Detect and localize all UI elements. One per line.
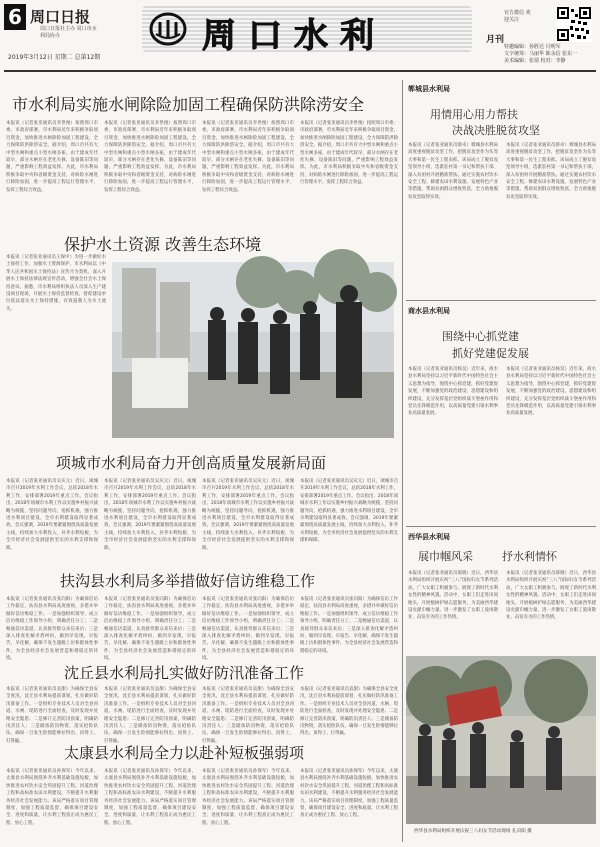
xihua-head-1: 展巾帼风采	[418, 550, 473, 563]
article-column: 本报讯（记者张亚通讯员李世俊）按照周口市委、市政府部署，市水利局近年来积极争取项目资金，加快推进水闸除险加固工程建设，全力保障防洪除涝安全。据介绍，周口市共有大中型水闸和重点小型水闸多座，由于建成年代较早，部分水闸存在老化失修、设备陈旧等问题，严重影响工程效益发挥。为此，市水利局积极争取中央和省级资金支持，对病险水闸进行除险加固，进一步提高工程运行管理水平，发挥工程综合效益。	[300, 121, 398, 186]
article-column: 本报讯（记者张亚通讯员蔡卓）郸城县水利局高度重视脱贫攻坚工作，把脱贫攻坚作为头等大事和第一民生工程来抓。该局成立了脱贫攻坚领导小组，选派驻村第一书记和帮扶干部，深入贫困村开展精准帮扶。通过实施农村饮水安全工程、修建农田水利设施、发展特色产业等措施，帮助贫困群众增收致富，全力助推脱贫攻坚取得实效。	[408, 143, 498, 200]
article-column: 本报讯（记者张亚通讯员李世俊）按照周口市委、市政府部署，市水利局近年来积极争取项目资金，加快推进水闸除险加固工程建设，全力保障防洪除涝安全。据介绍，周口市共有大中型水闸和重点小型水闸多座，由于建成年代较早，部分水闸存在老化失修、设备陈旧等问题，严重影响工程效益发挥。为此，市水利局积极争取中央和省级资金支持，对病险水闸进行除险加固，进一步提高工程运行管理水平，发挥工程综合效益。	[104, 121, 196, 193]
xihua-label: 西华县水利局	[408, 533, 450, 541]
article-column: 本报讯（记者张亚通讯员杨昊）近年来，商水县水利局坚持以习近平新时代中国特色社会主义思想为指导，围绕中心抓党建，抓好党建促发展，不断加强党的政治建设、思想建设和组织建设，充分发挥基层党组织战斗堡垒作用和党员先锋模范作用，以高质量党建引领水利事业高质量发展。	[506, 367, 596, 417]
article-column: 本报讯（记者张亚通讯员张向阳）为确保信访工作稳定，扶沟县水利局高度重视，多措并举做好信访维稳工作。一是加强组织领导，成立信访维稳工作领导小组，明确责任分工；二是畅通信访渠道，认真接待群众来信来访；三是深入排查化解矛盾纠纷，做到早发现、早报告、早化解，确保不发生越级上访和群体性事件，为全县经济社会发展营造和谐稳定的环境。	[300, 597, 398, 654]
article-column: 本报讯（记者张亚通讯员袁甜）为确保全县安全度汛，沈丘县水利局提前谋划，扎实做好防汛准备工作。一是组织专业技术人员对全县河道、水闸、堤防进行全面检查，及时发现并处理安全隐患；二是修订完善防汛预案，明确防汛责任人；三是储备防汛物资，落实抢险队伍，确保一旦发生险情能够拉得出、顶得上、打得赢。	[300, 687, 398, 737]
masthead	[4, 4, 596, 68]
main-article	[6, 120, 398, 226]
photo-caption: 西华县水利局组织开展庆祝三八妇女节活动现场 孔向阳 摄	[414, 829, 532, 834]
editor-line: 特邀编辑：孙胜达 闫明军	[504, 44, 561, 50]
main-headline: 市水利局实施水闸除险加固工程确保防洪除涝安全	[12, 95, 365, 114]
qr-code-icon	[556, 6, 592, 42]
xiangcheng-article	[6, 478, 398, 558]
article-column: 本报讯（记者张亚通讯员张向阳）为确保信访工作稳定，扶沟县水利局高度重视，多措并举做好信访维稳工作。一是加强组织领导，成立信访维稳工作领导小组，明确责任分工；二是畅通信访渠道，认真接待群众来信来访；三是深入排查化解矛盾纠纷，做到早发现、早报告、早化解，确保不发生越级上访和群体性事件，为全县经济社会发展营造和谐稳定的环境。	[104, 597, 196, 662]
publish-date: 2019年3月12日 星期二	[8, 54, 73, 61]
article-column: 本报讯（记者张亚通讯员孙保军）今年以来，太康县水利局围绕补齐水利基础设施短板，加快推进农村饮水安全巩固提升工程、河道治理工程和高标准农田水利建设，不断提升水利服务经济社会发展能力。该局严格落实项目管理制度，加强工程质量监督，确保项目建设安全、进度和质量，让水利工程真正成为惠民工程、放心工程。	[6, 769, 98, 826]
shangshui-head-1: 围绕中心抓党建	[442, 330, 519, 343]
shangshui-article	[408, 366, 596, 520]
article-column: 本报讯（记者张亚通讯员吴庆元）近日，项城市召开2019年水利工作会议，总结2018年水利工作，安排部署2019年重点工作。会议指出，2018年项城市水利工作以实施乡村振兴战略为统揽，坚持问题导向，抢抓机遇，强力推进水利项目建设，全市水利建设取得显著成效。会议强调，2019年要紧紧围绕高质量发展主线，持续加大水利投入，补齐水利短板，为全市经济社会发展提供坚实的水利支撑和保障。	[300, 479, 398, 544]
taikang-article	[6, 768, 398, 842]
article-column: 本报讯（记者张亚通讯员孙保军）今年以来，太康县水利局围绕补齐水利基础设施短板，加快推进农村饮水安全巩固提升工程、河道治理工程和高标准农田水利建设，不断提升水利服务经济社会发展能力。该局严格落实项目管理制度，加强工程质量监督，确保项目建设安全、进度和质量，让水利工程真正成为惠民工程、放心工程。	[300, 769, 398, 819]
article-column: 本报讯（记者张亚通讯员蔡卓）郸城县水利局高度重视脱贫攻坚工作，把脱贫攻坚作为头等大事和第一民生工程来抓。该局成立了脱贫攻坚领导小组，选派驻村第一书记和帮扶干部，深入贫困村开展精准帮扶。通过实施农村饮水安全工程、修建农田水利设施、发展特色产业等措施，帮助贫困群众增收致富，全力助推脱贫攻坚取得实效。	[506, 143, 596, 200]
article-column: 本报讯（记者张亚通讯员吴庆元）近日，项城市召开2019年水利工作会议，总结2018年水利工作，安排部署2019年重点工作。会议指出，2018年项城市水利工作以实施乡村振兴战略为统揽，坚持问题导向，抢抓机遇，强力推进水利项目建设，全市水利建设取得显著成效。会议强调，2019年要紧紧围绕高质量发展主线，持续加大水利投入，补齐水利短板，为全市经济社会发展提供坚实的水利支撑和保障。	[104, 479, 196, 551]
editor-line: 美术编辑：张倩 校对：李静	[504, 58, 566, 64]
paper-name: 周口日报	[30, 8, 91, 26]
dateline	[8, 52, 100, 61]
article-column: 本报讯（记者张亚通讯员王保中）为进一步做好水土保持工作，加强水土资源保护，市水利局以《中华人民共和国水土保持法》宣传月为契机，深入开展水土保持法律法规宣传活动，增强全社会水土保持意识。据悉，市水利局组织执法人员深入生产建设项目现场，开展水土保持监督检查，督促建设单位依法落实水土保持措施，有效遏制人为水土流失。	[6, 255, 106, 312]
dancheng-head-1: 用情用心用力帮扶	[430, 108, 518, 121]
shangshui-label: 商水县水利局	[408, 307, 450, 315]
env-article	[6, 254, 106, 436]
xihua-article	[408, 570, 596, 650]
article-column: 本报讯（记者张亚通讯员孙保军）今年以来，太康县水利局围绕补齐水利基础设施短板，加快推进农村饮水安全巩固提升工程、河道治理工程和高标准农田水利建设，不断提升水利服务经济社会发展能力。该局严格落实项目管理制度，加强工程质量监督，确保项目建设安全、进度和质量，让水利工程真正成为惠民工程、放心工程。	[202, 769, 294, 826]
dancheng-head-2: 决战决胜脱贫攻坚	[452, 124, 540, 137]
shangshui-head-2: 抓好党建促发展	[452, 347, 529, 360]
issue-number: 总第12期	[74, 54, 101, 61]
article-column: 本报讯（记者张亚通讯员李世俊）按照周口市委、市政府部署，市水利局近年来积极争取项目资金，加快推进水闸除险加固工程建设，全力保障防洪除涝安全。据介绍，周口市共有大中型水闸和重点小型水闸多座，由于建成年代较早，部分水闸存在老化失修、设备陈旧等问题，严重影响工程效益发挥。为此，市水利局积极争取中央和省级资金支持，对病险水闸进行除险加固，进一步提高工程运行管理水平，发挥工程综合效益。	[202, 121, 294, 193]
editor-credits	[504, 44, 596, 65]
article-column: 本报讯（记者张亚通讯员郝晓）近日，西华县水利局组织开展庆祝“三八”国际妇女节系列活动，广大女职工积极参与，展现了新时代水利女性的精神风貌。活动中，女职工们走进田间地头，开展植树护绿志愿服务，为美丽西华建设贡献巾帼力量，进一步激发了女职工爱岗敬业、奋发有为的工作热情。	[408, 571, 498, 621]
qr-label: 官方微信 欢迎关注	[504, 10, 531, 23]
taikang-headline: 太康县水利局全力以赴补短板强弱项	[64, 744, 305, 762]
env-headline: 保护水土资源 改善生态环境	[64, 235, 262, 254]
article-column: 本报讯（记者张亚通讯员张向阳）为确保信访工作稳定，扶沟县水利局高度重视，多措并举做好信访维稳工作。一是加强组织领导，成立信访维稳工作领导小组，明确责任分工；二是畅通信访渠道，认真接待群众来信来访；三是深入排查化解矛盾纠纷，做到早发现、早报告、早化解，确保不发生越级上访和群体性事件，为全县经济社会发展营造和谐稳定的环境。	[202, 597, 294, 662]
article-column: 本报讯（记者张亚通讯员郝晓）近日，西华县水利局组织开展庆祝“三八”国际妇女节系列活动，广大女职工积极参与，展现了新时代水利女性的精神风貌。活动中，女职工们走进田间地头，开展植树护绿志愿服务，为美丽西华建设贡献巾帼力量，进一步激发了女职工爱岗敬业、奋发有为的工作热情。	[506, 571, 596, 621]
section-divider	[406, 300, 596, 301]
article-column: 本报讯（记者张亚通讯员袁甜）为确保全县安全度汛，沈丘县水利局提前谋划，扎实做好防汛准备工作。一是组织专业技术人员对全县河道、水闸、堤防进行全面检查，及时发现并处理安全隐患；二是修订完善防汛预案，明确防汛责任人；三是储备防汛物资，落实抢险队伍，确保一旦发生险情能够拉得出、顶得上、打得赢。	[202, 687, 294, 744]
banner-title: 周口水利	[202, 16, 386, 56]
event-photo	[406, 656, 596, 824]
title-banner	[142, 6, 472, 56]
article-column: 本报讯（记者张亚通讯员吴庆元）近日，项城市召开2019年水利工作会议，总结2018年水利工作，安排部署2019年重点工作。会议指出，2018年项城市水利工作以实施乡村振兴战略为统揽，坚持问题导向，抢抓机遇，强力推进水利项目建设，全市水利建设取得显著成效。会议强调，2019年要紧紧围绕高质量发展主线，持续加大水利投入，补齐水利短板，为全市经济社会发展提供坚实的水利支撑和保障。	[202, 479, 294, 551]
dancheng-article	[408, 142, 596, 292]
article-column: 本报讯（记者张亚通讯员孙保军）今年以来，太康县水利局围绕补齐水利基础设施短板，加快推进农村饮水安全巩固提升工程、河道治理工程和高标准农田水利建设，不断提升水利服务经济社会发展能力。该局严格落实项目管理制度，加强工程质量监督，确保项目建设安全、进度和质量，让水利工程真正成为惠民工程、放心工程。	[104, 769, 196, 826]
article-column: 本报讯（记者张亚通讯员张向阳）为确保信访工作稳定，扶沟县水利局高度重视，多措并举做好信访维稳工作。一是加强组织领导，成立信访维稳工作领导小组，明确责任分工；二是畅通信访渠道，认真接待群众来信来访；三是深入排查化解矛盾纠纷，做到早发现、早报告、早化解，确保不发生越级上访和群体性事件，为全县经济社会发展营造和谐稳定的环境。	[6, 597, 98, 662]
inspection-photo	[112, 262, 394, 438]
column-divider	[402, 80, 403, 842]
section-divider	[406, 526, 596, 527]
page-number: 6	[4, 4, 26, 30]
xiangcheng-headline: 项城市水利局奋力开创高质量发展新局面	[56, 454, 327, 472]
masthead-rule	[4, 70, 596, 72]
article-column: 本报讯（记者张亚通讯员袁甜）为确保全县安全度汛，沈丘县水利局提前谋划，扎实做好防汛准备工作。一是组织专业技术人员对全县河道、水闸、堤防进行全面检查，及时发现并处理安全隐患；二是修订完善防汛预案，明确防汛责任人；三是储备防汛物资，落实抢险队伍，确保一旦发生险情能够拉得出、顶得上、打得赢。	[6, 687, 98, 744]
monthly-label: 月刊	[486, 35, 505, 45]
article-column: 本报讯（记者张亚通讯员吴庆元）近日，项城市召开2019年水利工作会议，总结2018年水利工作，安排部署2019年重点工作。会议指出，2018年项城市水利工作以实施乡村振兴战略为统揽，坚持问题导向，抢抓机遇，强力推进水利项目建设，全市水利建设取得显著成效。会议强调，2019年要紧紧围绕高质量发展主线，持续加大水利投入，补齐水利短板，为全市经济社会发展提供坚实的水利支撑和保障。	[6, 479, 98, 551]
shenqiu-article	[6, 686, 398, 744]
dancheng-label: 郸城县水利局	[408, 85, 450, 93]
fugou-article	[6, 596, 398, 662]
xihua-head-2: 抒水利情怀	[502, 550, 557, 563]
fugou-headline: 扶沟县水利局多举措做好信访维稳工作	[60, 572, 316, 590]
shenqiu-headline: 沈丘县水利局扎实做好防汛准备工作	[64, 664, 305, 682]
sponsor-text: 周口日报社主办 周口市水利局协办	[40, 26, 97, 39]
article-column: 本报讯（记者张亚通讯员袁甜）为确保全县安全度汛，沈丘县水利局提前谋划，扎实做好防汛准备工作。一是组织专业技术人员对全县河道、水闸、堤防进行全面检查，及时发现并处理安全隐患；二是修订完善防汛预案，明确防汛责任人；三是储备防汛物资，落实抢险队伍，确保一旦发生险情能够拉得出、顶得上、打得赢。	[104, 687, 196, 744]
editor-line: 文字统筹：马丽华 陈永信 张东一	[504, 51, 578, 57]
logo-icon	[148, 10, 188, 48]
article-column: 本报讯（记者张亚通讯员李世俊）按照周口市委、市政府部署，市水利局近年来积极争取项目资金，加快推进水闸除险加固工程建设，全力保障防洪除涝安全。据介绍，周口市共有大中型水闸和重点小型水闸多座，由于建成年代较早，部分水闸存在老化失修、设备陈旧等问题，严重影响工程效益发挥。为此，市水利局积极争取中央和省级资金支持，对病险水闸进行除险加固，进一步提高工程运行管理水平，发挥工程综合效益。	[6, 121, 98, 193]
article-column: 本报讯（记者张亚通讯员杨昊）近年来，商水县水利局坚持以习近平新时代中国特色社会主义思想为指导，围绕中心抓党建，抓好党建促发展，不断加强党的政治建设、思想建设和组织建设，充分发挥基层党组织战斗堡垒作用和党员先锋模范作用，以高质量党建引领水利事业高质量发展。	[408, 367, 498, 417]
